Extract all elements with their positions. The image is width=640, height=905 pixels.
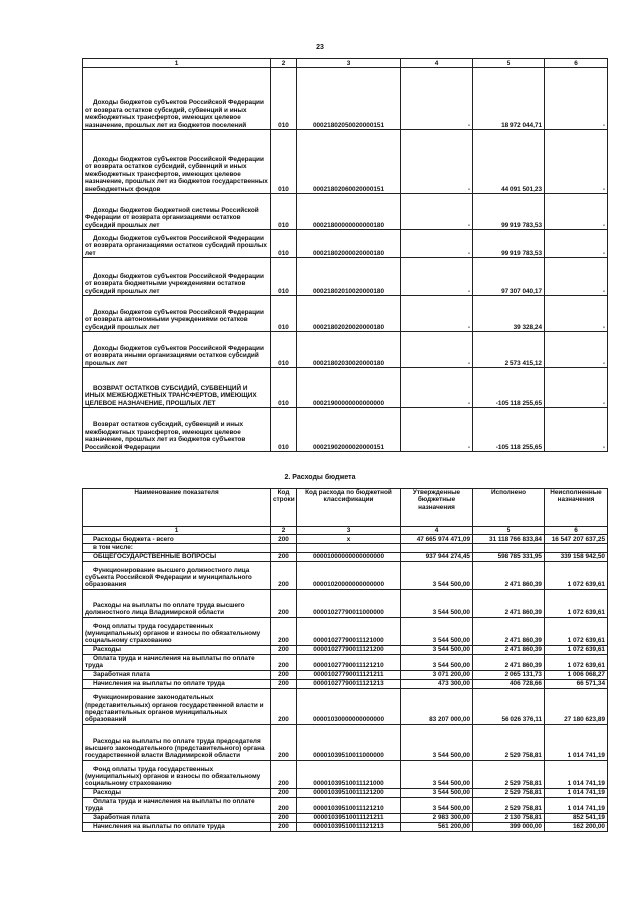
- row-name: Функционирование законодательных (представительных) органов государственной власти и представительных органов муниципальных образований: [83, 688, 271, 724]
- unexecuted-amount: 1 006 068,27: [545, 670, 608, 679]
- row-name: Заработная плата: [83, 813, 271, 822]
- executed-amount: -105 118 255,65: [473, 368, 545, 408]
- table-row: [83, 130, 608, 194]
- executed-amount: 31 118 766 833,84: [473, 535, 545, 544]
- line-code: 200: [271, 552, 297, 561]
- unexecuted-amount: 1 072 639,61: [545, 654, 608, 670]
- line-code: 200: [271, 688, 297, 724]
- budget-code: 00001027790011121213: [297, 679, 401, 688]
- unexecuted-amount: -: [545, 258, 608, 296]
- unexecuted-amount: -: [545, 130, 608, 194]
- budget-code: 00021802000020000180: [297, 230, 401, 258]
- expenses-table: [82, 488, 608, 832]
- line-code: 200: [271, 797, 297, 813]
- unexecuted-amount: -: [545, 332, 608, 368]
- line-code: 200: [271, 670, 297, 679]
- table-row: [83, 679, 608, 688]
- budget-code: 00001027790011121210: [297, 654, 401, 670]
- unexecuted-amount: -: [545, 230, 608, 258]
- row-name: Доходы бюджетов субъектов Российской Федерации от возврата остатков субсидий, субвенций и иных межбюджетных трансфертов, имеющих целевое назначение, прошлых лет из бюджетов государственных внебюджетных фондов: [83, 130, 271, 194]
- table-row: [83, 688, 608, 724]
- executed-amount: 97 307 040,17: [473, 258, 545, 296]
- line-code: [271, 544, 297, 552]
- executed-amount: 2 130 758,81: [473, 813, 545, 822]
- unexecuted-amount: -: [545, 194, 608, 230]
- budget-code: 00021900000000000000: [297, 368, 401, 408]
- budget-code: 00001039510011121213: [297, 822, 401, 831]
- executed-amount: 2 529 758,81: [473, 797, 545, 813]
- budget-code: 00001027790011121200: [297, 645, 401, 654]
- line-code: 200: [271, 822, 297, 831]
- budget-code: 00021802060020000151: [297, 130, 401, 194]
- row-name: Заработная плата: [83, 670, 271, 679]
- unexecuted-amount: 1 014 741,19: [545, 760, 608, 788]
- executed-amount: 2 471 860,39: [473, 589, 545, 617]
- header-cell: Утвержденные бюджетные назначения: [401, 489, 473, 527]
- row-name: Начисления на выплаты по оплате труда: [83, 679, 271, 688]
- unexecuted-amount: 1 072 639,61: [545, 617, 608, 645]
- unexecuted-amount: -: [545, 68, 608, 130]
- header-cell: Код расхода по бюджетной классификации: [297, 489, 401, 527]
- row-name: ОБЩЕГОСУДАРСТВЕННЫЕ ВОПРОСЫ: [83, 552, 271, 561]
- approved-amount: 3 544 500,00: [401, 645, 473, 654]
- table-row: [83, 822, 608, 831]
- approved-amount: 3 544 500,00: [401, 724, 473, 760]
- line-code: 010: [271, 296, 297, 332]
- line-code: 200: [271, 617, 297, 645]
- budget-code: 00001020000000000000: [297, 561, 401, 589]
- col-number: 4: [401, 527, 473, 535]
- row-name: Доходы бюджетов субъектов Российской Федерации от возврата остатков субсидий, субвенций и иных межбюджетных трансфертов, имеющих целевое назначение, прошлых лет из бюджетов поселений: [83, 68, 271, 130]
- table-row: [83, 194, 608, 230]
- row-name: Расходы: [83, 788, 271, 797]
- table-row: [83, 258, 608, 296]
- approved-amount: -: [401, 258, 473, 296]
- approved-amount: -: [401, 368, 473, 408]
- budget-code: 00001027790011000000: [297, 589, 401, 617]
- page-number: 23: [316, 44, 324, 51]
- table-row: [83, 654, 608, 670]
- line-code: 200: [271, 813, 297, 822]
- row-name: Расходы бюджета - всего: [83, 535, 271, 544]
- approved-amount: -: [401, 68, 473, 130]
- executed-amount: 2 529 758,81: [473, 760, 545, 788]
- line-code: 200: [271, 679, 297, 688]
- unexecuted-amount: 1 072 639,61: [545, 645, 608, 654]
- table-row: [83, 617, 608, 645]
- approved-amount: 47 665 974 471,09: [401, 535, 473, 544]
- col-number: 5: [473, 527, 545, 535]
- row-name: Возврат остатков субсидий, субвенций и иных межбюджетных трансфертов, имеющих целевое назначение, прошлых лет из бюджетов субъектов Российской Федерации: [83, 408, 271, 452]
- row-name: Доходы бюджетов субъектов Российской Федерации от возврата организациями остатков субсидий прошлых лет: [83, 230, 271, 258]
- col-number: 1: [83, 59, 271, 68]
- unexecuted-amount: -: [545, 408, 608, 452]
- col-number: 1: [83, 527, 271, 535]
- line-code: 200: [271, 788, 297, 797]
- table-row: [83, 797, 608, 813]
- col-number: 6: [545, 527, 608, 535]
- budget-code: 00021800000000000180: [297, 194, 401, 230]
- unexecuted-amount: 339 158 942,50: [545, 552, 608, 561]
- header-cell: Неисполненные назначения: [545, 489, 608, 527]
- budget-code: 00021802010020000180: [297, 258, 401, 296]
- budget-code: 00021802030020000180: [297, 332, 401, 368]
- row-name: ВОЗВРАТ ОСТАТКОВ СУБСИДИЙ, СУБВЕНЦИЙ И ИНЫХ МЕЖБЮДЖЕТНЫХ ТРАНСФЕРТОВ, ИМЕЮЩИХ ЦЕЛЕВОЕ НАЗНАЧЕНИЕ, ПРОШЛЫХ ЛЕТ: [83, 368, 271, 408]
- col-number: 2: [271, 59, 297, 68]
- executed-amount: -105 118 255,65: [473, 408, 545, 452]
- row-name: в том числе:: [83, 544, 271, 552]
- unexecuted-amount: 852 541,19: [545, 813, 608, 822]
- budget-code: 00001027790011121211: [297, 670, 401, 679]
- table-row: [83, 813, 608, 822]
- table-row: [83, 408, 608, 452]
- approved-amount: -: [401, 332, 473, 368]
- header-row: [83, 489, 608, 527]
- approved-amount: -: [401, 230, 473, 258]
- executed-amount: 2 573 415,12: [473, 332, 545, 368]
- row-name: Доходы бюджетов субъектов Российской Федерации от возврата бюджетными учреждениями остатков субсидий прошлых лет: [83, 258, 271, 296]
- line-code: 200: [271, 654, 297, 670]
- row-name: Расходы на выплаты по оплате труда высшего должностного лица Владимирской области: [83, 589, 271, 617]
- table-row: [83, 670, 608, 679]
- budget-code: 00021802020020000180: [297, 296, 401, 332]
- approved-amount: -: [401, 194, 473, 230]
- approved-amount: 3 544 500,00: [401, 589, 473, 617]
- line-code: 010: [271, 68, 297, 130]
- line-code: 010: [271, 368, 297, 408]
- col-number: 6: [545, 59, 608, 68]
- approved-amount: 3 071 200,00: [401, 670, 473, 679]
- row-name: Фонд оплаты труда государственных (муниципальных) органов и взносы по обязательному социальному страхованию: [83, 760, 271, 788]
- table-row: [83, 368, 608, 408]
- executed-amount: 39 328,24: [473, 296, 545, 332]
- executed-amount: 598 785 331,95: [473, 552, 545, 561]
- budget-code: x: [297, 535, 401, 544]
- income-table: [82, 58, 608, 452]
- approved-amount: 83 207 000,00: [401, 688, 473, 724]
- col-number: 2: [271, 527, 297, 535]
- approved-amount: 3 544 500,00: [401, 760, 473, 788]
- executed-amount: 2 471 860,39: [473, 654, 545, 670]
- header-cell: Код строки: [271, 489, 297, 527]
- line-code: 010: [271, 230, 297, 258]
- budget-code: 00021802050020000151: [297, 68, 401, 130]
- column-number-row: [83, 527, 608, 535]
- table-row: [83, 535, 608, 544]
- line-code: 200: [271, 589, 297, 617]
- executed-amount: 18 972 044,71: [473, 68, 545, 130]
- table-row: [83, 788, 608, 797]
- executed-amount: 406 728,66: [473, 679, 545, 688]
- table-row: [83, 230, 608, 258]
- budget-code: 00001039510011121000: [297, 760, 401, 788]
- section-title: 2. Расходы бюджета: [284, 474, 356, 481]
- col-number: 5: [473, 59, 545, 68]
- col-number: 3: [297, 59, 401, 68]
- approved-amount: 2 983 300,00: [401, 813, 473, 822]
- approved-amount: [401, 544, 473, 552]
- unexecuted-amount: [545, 544, 608, 552]
- budget-code: 00001027790011121000: [297, 617, 401, 645]
- approved-amount: -: [401, 130, 473, 194]
- executed-amount: 2 065 131,73: [473, 670, 545, 679]
- executed-amount: 2 471 860,39: [473, 561, 545, 589]
- row-name: Оплата труда и начисления на выплаты по оплате труда: [83, 654, 271, 670]
- unexecuted-amount: 27 180 623,89: [545, 688, 608, 724]
- line-code: 200: [271, 645, 297, 654]
- budget-code: 00001000000000000000: [297, 552, 401, 561]
- budget-code: 00001039510011000000: [297, 724, 401, 760]
- executed-amount: 99 919 783,53: [473, 194, 545, 230]
- executed-amount: 2 471 860,39: [473, 645, 545, 654]
- executed-amount: 2 529 758,81: [473, 788, 545, 797]
- approved-amount: 3 544 500,00: [401, 617, 473, 645]
- table-row: [83, 296, 608, 332]
- approved-amount: 3 544 500,00: [401, 654, 473, 670]
- executed-amount: 2 529 758,81: [473, 724, 545, 760]
- approved-amount: -: [401, 296, 473, 332]
- approved-amount: 937 944 274,45: [401, 552, 473, 561]
- col-number: 4: [401, 59, 473, 68]
- column-number-row: [83, 59, 608, 68]
- budget-code: 00001030000000000000: [297, 688, 401, 724]
- unexecuted-amount: 1 072 639,61: [545, 589, 608, 617]
- table-row: [83, 332, 608, 368]
- unexecuted-amount: 66 571,34: [545, 679, 608, 688]
- line-code: 200: [271, 724, 297, 760]
- row-name: Функционирование высшего должностного лица субъекта Российской Федерации и муниципального образования: [83, 561, 271, 589]
- line-code: 200: [271, 535, 297, 544]
- table-row: [83, 760, 608, 788]
- executed-amount: 99 919 783,53: [473, 230, 545, 258]
- table-row: [83, 645, 608, 654]
- unexecuted-amount: 1 014 741,19: [545, 797, 608, 813]
- table-row: [83, 724, 608, 760]
- line-code: 010: [271, 332, 297, 368]
- row-name: Расходы на выплаты по оплате труда председателя высшего законодательного (представительного) органа государственной власти Владимирской области: [83, 724, 271, 760]
- budget-code: [297, 544, 401, 552]
- line-code: 200: [271, 760, 297, 788]
- budget-code: 00021902000020000151: [297, 408, 401, 452]
- unexecuted-amount: 1 014 741,19: [545, 724, 608, 760]
- row-name: Доходы бюджетов субъектов Российской Федерации от возврата иными организациями остатков субсидий прошлых лет: [83, 332, 271, 368]
- table-row: [83, 544, 608, 552]
- line-code: 010: [271, 258, 297, 296]
- row-name: Начисления на выплаты по оплате труда: [83, 822, 271, 831]
- executed-amount: 399 000,00: [473, 822, 545, 831]
- row-name: Расходы: [83, 645, 271, 654]
- executed-amount: 2 471 860,39: [473, 617, 545, 645]
- line-code: 010: [271, 194, 297, 230]
- col-number: 3: [297, 527, 401, 535]
- line-code: 010: [271, 130, 297, 194]
- row-name: Фонд оплаты труда государственных (муниципальных) органов и взносы по обязательному социальному страхованию: [83, 617, 271, 645]
- line-code: 010: [271, 408, 297, 452]
- table-row: [83, 68, 608, 130]
- row-name: Доходы бюджетов бюджетной системы Российской Федерации от возврата организациями остатков субсидий прошлых лет: [83, 194, 271, 230]
- unexecuted-amount: 16 547 207 637,25: [545, 535, 608, 544]
- approved-amount: 3 544 500,00: [401, 561, 473, 589]
- row-name: Оплата труда и начисления на выплаты по оплате труда: [83, 797, 271, 813]
- unexecuted-amount: -: [545, 368, 608, 408]
- executed-amount: 56 026 376,11: [473, 688, 545, 724]
- row-name: Доходы бюджетов субъектов Российской Федерации от возврата автономными учреждениями остатков субсидий прошлых лет: [83, 296, 271, 332]
- approved-amount: 561 200,00: [401, 822, 473, 831]
- budget-code: 00001039510011121200: [297, 788, 401, 797]
- executed-amount: 44 091 501,23: [473, 130, 545, 194]
- table-row: [83, 589, 608, 617]
- line-code: 200: [271, 561, 297, 589]
- executed-amount: [473, 544, 545, 552]
- unexecuted-amount: 162 200,00: [545, 822, 608, 831]
- unexecuted-amount: 1 072 639,61: [545, 561, 608, 589]
- unexecuted-amount: 1 014 741,19: [545, 788, 608, 797]
- table-row: [83, 552, 608, 561]
- budget-code: 00001039510011121210: [297, 797, 401, 813]
- header-cell: Наименование показателя: [83, 489, 271, 527]
- approved-amount: 3 544 500,00: [401, 788, 473, 797]
- table-row: [83, 561, 608, 589]
- budget-code: 00001039510011121211: [297, 813, 401, 822]
- approved-amount: 473 300,00: [401, 679, 473, 688]
- approved-amount: -: [401, 408, 473, 452]
- unexecuted-amount: -: [545, 296, 608, 332]
- header-cell: Исполнено: [473, 489, 545, 527]
- approved-amount: 3 544 500,00: [401, 797, 473, 813]
